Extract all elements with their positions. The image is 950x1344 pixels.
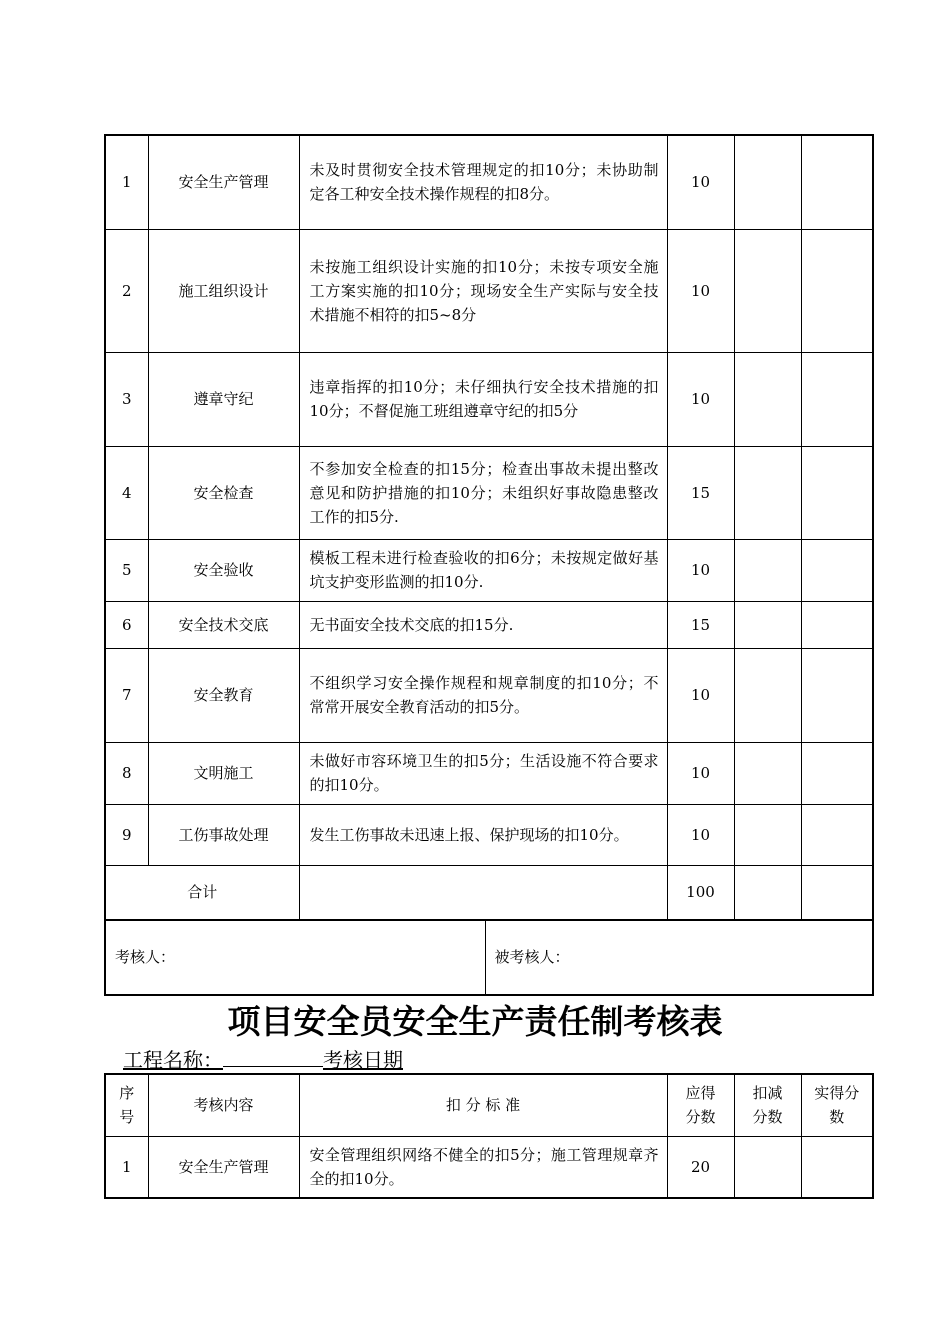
row-number: 8	[105, 742, 148, 804]
assessment-item: 工伤事故处理	[148, 804, 299, 865]
due-score: 10	[667, 648, 734, 742]
actual-score-cell[interactable]	[801, 1136, 873, 1198]
project-name-label: 工程名称：	[123, 1048, 223, 1072]
table-row	[105, 135, 873, 229]
deducted-score-cell[interactable]	[734, 804, 801, 865]
table-row	[105, 229, 873, 352]
row-number: 4	[105, 446, 148, 539]
table-row	[105, 446, 873, 539]
header-content: 考核内容	[148, 1074, 299, 1136]
deducted-score-cell[interactable]	[734, 648, 801, 742]
due-score: 15	[667, 601, 734, 648]
deduction-criteria: 安全管理组织网络不健全的扣5分；施工管理规章齐全的扣10分。	[299, 1136, 667, 1198]
header-actual-score: 实得分数	[801, 1074, 873, 1136]
actual-score-cell[interactable]	[801, 229, 873, 352]
deducted-score-cell[interactable]	[734, 352, 801, 446]
total-deducted-cell[interactable]	[734, 865, 801, 920]
assessment-table-continued	[104, 134, 874, 921]
assessment-item: 文明施工	[148, 742, 299, 804]
row-number: 6	[105, 601, 148, 648]
assessment-item: 安全生产管理	[148, 135, 299, 229]
row-number: 1	[105, 135, 148, 229]
deducted-score-cell[interactable]	[734, 135, 801, 229]
signature-table	[104, 919, 874, 996]
deduction-criteria: 无书面安全技术交底的扣15分.	[299, 601, 667, 648]
table-row	[105, 1136, 873, 1198]
due-score: 10	[667, 804, 734, 865]
deduction-criteria: 不组织学习安全操作规程和规章制度的扣10分；不常常开展安全教育活动的扣5分。	[299, 648, 667, 742]
assessment-item: 安全生产管理	[148, 1136, 299, 1198]
table-row	[105, 352, 873, 446]
deduction-criteria: 不参加安全检查的扣15分；检查出事故未提出整改意见和防护措施的扣10分；未组织好事故隐患整改工作的扣5分.	[299, 446, 667, 539]
table-row	[105, 804, 873, 865]
project-info-line	[123, 1046, 403, 1073]
deducted-score-cell[interactable]	[734, 446, 801, 539]
actual-score-cell[interactable]	[801, 742, 873, 804]
row-number: 1	[105, 1136, 148, 1198]
deduction-criteria: 未做好市容环境卫生的扣5分；生活设施不符合要求的扣10分。	[299, 742, 667, 804]
deducted-score-cell[interactable]	[734, 539, 801, 601]
deduction-criteria: 未按施工组织设计实施的扣10分；未按专项安全施工方案实施的扣10分；现场安全生产实际与安全技术措施不相符的扣5~8分	[299, 229, 667, 352]
deduction-criteria: 发生工伤事故未迅速上报、保护现场的扣10分。	[299, 804, 667, 865]
assessment-item: 遵章守纪	[148, 352, 299, 446]
actual-score-cell[interactable]	[801, 648, 873, 742]
deducted-score-cell[interactable]	[734, 229, 801, 352]
actual-score-cell[interactable]	[801, 135, 873, 229]
row-number: 2	[105, 229, 148, 352]
assessment-item: 施工组织设计	[148, 229, 299, 352]
due-score: 10	[667, 135, 734, 229]
header-criteria: 扣 分 标 准	[299, 1074, 667, 1136]
header-no: 序号	[105, 1074, 148, 1136]
due-score: 20	[667, 1136, 734, 1198]
assessment-item: 安全教育	[148, 648, 299, 742]
table-header-row	[105, 1074, 873, 1136]
deducted-score-cell[interactable]	[734, 601, 801, 648]
row-number: 5	[105, 539, 148, 601]
table-row	[105, 539, 873, 601]
row-number: 7	[105, 648, 148, 742]
total-actual-cell[interactable]	[801, 865, 873, 920]
due-score: 10	[667, 539, 734, 601]
deducted-score-cell[interactable]	[734, 1136, 801, 1198]
assessment-item: 安全技术交底	[148, 601, 299, 648]
deduction-criteria: 违章指挥的扣10分；未仔细执行安全技术措施的扣10分；不督促施工班组遵章守纪的扣5分	[299, 352, 667, 446]
deducted-score-cell[interactable]	[734, 742, 801, 804]
assessee-field[interactable]: 被考核人：	[485, 919, 873, 995]
table-row	[105, 742, 873, 804]
due-score: 10	[667, 352, 734, 446]
assessor-field[interactable]: 考核人：	[105, 919, 485, 995]
due-score: 10	[667, 229, 734, 352]
assessment-item: 安全检查	[148, 446, 299, 539]
table-row	[105, 648, 873, 742]
form-title: 项目安全员安全生产责任制考核表	[227, 1002, 723, 1041]
header-deducted-score: 扣减分数	[734, 1074, 801, 1136]
total-score: 100	[667, 865, 734, 920]
project-name-field[interactable]	[223, 1046, 323, 1067]
assessment-date-label: 考核日期	[323, 1048, 403, 1072]
assessment-item: 安全验收	[148, 539, 299, 601]
total-label: 合计	[105, 865, 299, 920]
deduction-criteria: 未及时贯彻安全技术管理规定的扣10分；未协助制定各工种安全技术操作规程的扣8分。	[299, 135, 667, 229]
actual-score-cell[interactable]	[801, 601, 873, 648]
header-due-score: 应得分数	[667, 1074, 734, 1136]
actual-score-cell[interactable]	[801, 539, 873, 601]
total-criteria-cell	[299, 865, 667, 920]
due-score: 15	[667, 446, 734, 539]
table-row	[105, 601, 873, 648]
row-number: 9	[105, 804, 148, 865]
due-score: 10	[667, 742, 734, 804]
assessment-table	[104, 1073, 874, 1199]
actual-score-cell[interactable]	[801, 804, 873, 865]
deduction-criteria: 模板工程未进行检查验收的扣6分；未按规定做好基坑支护变形监测的扣10分.	[299, 539, 667, 601]
total-row	[105, 865, 873, 920]
row-number: 3	[105, 352, 148, 446]
actual-score-cell[interactable]	[801, 446, 873, 539]
actual-score-cell[interactable]	[801, 352, 873, 446]
